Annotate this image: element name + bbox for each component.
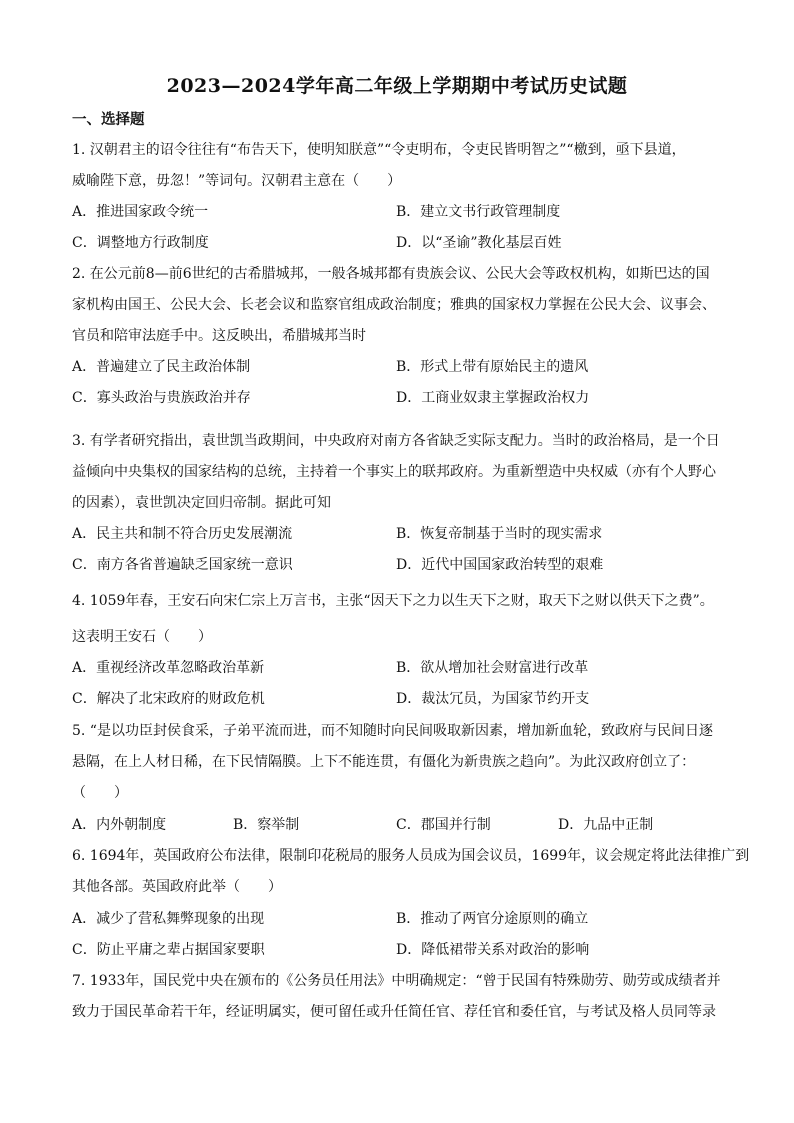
q6-option-d: D．降低裙带关系对政治的影响 — [396, 942, 590, 958]
q1-option-d: D．以“圣谕”教化基层百姓 — [396, 235, 562, 251]
q1-option-c: C．调整地方行政制度 — [72, 235, 209, 251]
q3-option-d: D．近代中国国家政治转型的艰难 — [396, 557, 604, 573]
q6-option-a: A．减少了营私舞弊现象的出现 — [72, 911, 265, 927]
q3-option-a: A．民主共和制不符合历史发展潮流 — [72, 526, 293, 542]
q4-option-c: C．解决了北宋政府的财政危机 — [72, 691, 265, 707]
q7-line-2: 致力于国民革命若干年，经证明属实，便可留任或升任简任官、荐任官和委任官，与考试及格人员同等录 — [72, 1004, 716, 1020]
q2-line-2: 家机构由国王、公民大会、长老会议和监察官组成政治制度；雅典的国家权力掌握在公民大会、议事会、 — [72, 297, 716, 313]
q3-option-b: B．恢复帝制基于当时的现实需求 — [396, 526, 603, 542]
q2-option-a: A．普遍建立了民主政治体制 — [72, 359, 251, 375]
q6-option-b: B．推动了两官分途原则的确立 — [396, 911, 589, 927]
q4-option-a: A．重视经济改革忽略政治革新 — [72, 660, 265, 676]
q4-line-2: 这表明王安石（ ） — [72, 629, 212, 645]
q1-option-b: B．建立文书行政管理制度 — [396, 204, 561, 220]
q3-line-3: 的因素），袁世凯决定回归帝制。据此可知 — [72, 495, 331, 511]
q3-line-1: 3. 有学者研究指出，袁世凯当政期间，中央政府对南方各省缺乏实际支配力。当时的政治格局，是一个日 — [72, 433, 720, 449]
q2-line-1: 2. 在公元前8—前6世纪的古希腊城邦，一般各城邦都有贵族会议、公民大会等政权机构，如斯巴达的国 — [72, 266, 710, 282]
q4-line-1: 4. 1059年春，王安石向宋仁宗上万言书，主张“因天下之力以生天下之财，取天下之财以供天下之费”。 — [72, 593, 714, 609]
q5-line-1: 5. “是以功臣封侯食采，子弟平流而进，而不知随时向民间吸取新因素，增加新血轮，致政府与民间日逐 — [72, 723, 713, 739]
q3-option-c: C．南方各省普遍缺乏国家统一意识 — [72, 557, 293, 573]
q5-option-b: B．察举制 — [233, 817, 300, 833]
q5-option-d: D．九品中正制 — [558, 817, 654, 833]
q6-line-1: 6. 1694年，英国政府公布法律，限制印花税局的服务人员成为国会议员，1699年，议会规定将此法律推广到 — [72, 848, 750, 864]
exam-title: 2023—2024学年高二年级上学期期中考试历史试题 — [166, 75, 628, 97]
q2-line-3: 官员和陪审法庭手中。这反映出，希腊城邦当时 — [72, 328, 366, 344]
q1-line-1: 1. 汉朝君主的诏令往往有“布告天下，使明知朕意”“令吏明布，令吏民皆明智之”“檄到，亟下县道， — [72, 142, 686, 158]
q6-line-2: 其他各部。英国政府此举（ ） — [72, 879, 282, 895]
q1-line-2: 威喻陛下意，毋忽！”等词句。汉朝君主意在（ ） — [72, 173, 402, 189]
q5-option-a: A．内外朝制度 — [72, 817, 167, 833]
q2-option-b: B．形式上带有原始民主的遗风 — [396, 359, 589, 375]
q1-option-a: A．推进国家政令统一 — [72, 204, 209, 220]
q5-line-3: （ ） — [72, 785, 128, 801]
q4-option-d: D．裁汰冗员，为国家节约开支 — [396, 691, 590, 707]
q2-option-d: D．工商业奴隶主掌握政治权力 — [396, 390, 590, 406]
q6-option-c: C．防止平庸之辈占据国家要职 — [72, 942, 265, 958]
q3-line-2: 益倾向中央集权的国家结构的总统，主持着一个事实上的联邦政府。为重新塑造中央权威（亦有个人野心 — [72, 464, 716, 480]
q5-line-2: 悬隔，在上人材日稀，在下民情隔膜。上下不能连贯，有僵化为新贵族之趋向”。为此汉政府创立了： — [72, 754, 696, 770]
q2-option-c: C．寡头政治与贵族政治并存 — [72, 390, 251, 406]
section-heading: 一、选择题 — [72, 111, 145, 128]
q4-option-b: B．欲从增加社会财富进行改革 — [396, 660, 589, 676]
q5-option-c: C．郡国并行制 — [396, 817, 491, 833]
q7-line-1: 7. 1933年，国民党中央在颁布的《公务员任用法》中明确规定：“曾于民国有特殊勋劳、勋劳或成绩者并 — [72, 973, 721, 989]
